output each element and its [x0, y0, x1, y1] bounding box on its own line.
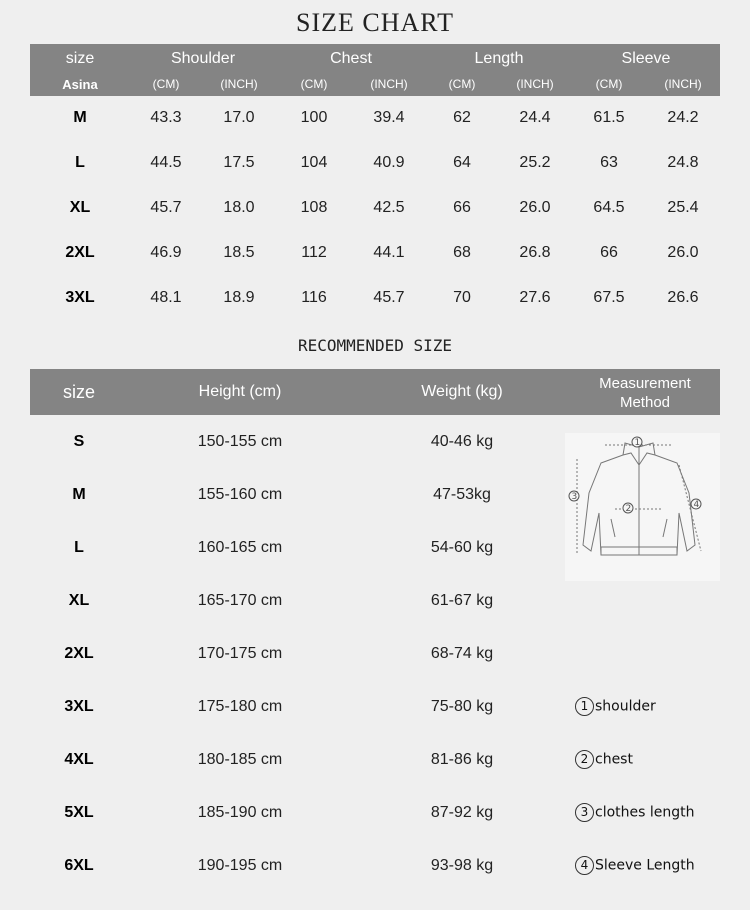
weight-range: 81-86 kg	[430, 751, 494, 768]
table-cell: 61.5	[593, 109, 625, 126]
table-cell: 46.9	[150, 244, 182, 261]
size-label: 5XL	[64, 804, 94, 821]
legend-number: 1	[575, 697, 594, 716]
header-chest: Chest	[330, 50, 372, 67]
table-row	[30, 142, 720, 187]
size-label: M	[72, 486, 86, 503]
table-cell: 67.5	[593, 289, 625, 306]
size-chart-header	[30, 44, 720, 96]
height-range: 175-180 cm	[197, 698, 283, 715]
recommended-size-title: RECOMMENDED SIZE	[297, 336, 453, 355]
legend-item-chest	[575, 750, 633, 769]
legend-label: chest	[595, 751, 633, 768]
table-cell: 26.0	[519, 199, 551, 216]
header-unit: (CM)	[300, 77, 328, 91]
header-unit: (INCH)	[516, 77, 554, 91]
weight-range: 68-74 kg	[430, 645, 494, 662]
height-range: 170-175 cm	[197, 645, 283, 662]
table-cell: 116	[301, 289, 327, 306]
table-cell: 68	[453, 244, 471, 261]
diagram-label: 2	[625, 504, 632, 514]
legend-item-sleeve-length	[575, 856, 695, 875]
legend-number: 4	[575, 856, 594, 875]
weight-range: 75-80 kg	[430, 698, 494, 715]
size-label: 3XL	[65, 289, 95, 306]
table-cell: 17.0	[223, 109, 255, 126]
table-cell: 48.1	[150, 289, 182, 306]
header-measurement-method: Measurement Method	[599, 375, 691, 411]
legend-label: clothes length	[595, 804, 695, 821]
table-cell: 18.5	[223, 244, 255, 261]
size-label: 6XL	[64, 857, 94, 874]
table-cell: 63	[600, 154, 618, 171]
table-cell: 108	[300, 199, 328, 216]
table-cell: 25.2	[519, 154, 551, 171]
size-chart-title: SIZE CHART	[296, 8, 454, 37]
table-cell: 18.0	[223, 199, 255, 216]
header-unit: (INCH)	[220, 77, 258, 91]
table-row	[30, 97, 720, 142]
table-cell: 26.8	[519, 244, 551, 261]
header-unit: (CM)	[595, 77, 623, 91]
size-label: 2XL	[64, 645, 94, 662]
table-cell: 24.2	[667, 109, 699, 126]
table-cell: 64.5	[593, 199, 625, 216]
table-cell: 27.6	[519, 289, 551, 306]
diagram-label: 4	[693, 500, 700, 510]
table-cell: 70	[453, 289, 471, 306]
diagram-label: 3	[571, 492, 578, 502]
header-length: Length	[474, 50, 524, 67]
legend-item-shoulder	[575, 697, 656, 716]
size-label: XL	[68, 592, 90, 609]
weight-range: 87-92 kg	[430, 804, 494, 821]
height-range: 150-155 cm	[197, 433, 283, 450]
size-label: 3XL	[64, 698, 94, 715]
table-cell: 26.6	[667, 289, 699, 306]
jacket-outline-icon	[565, 433, 720, 581]
recommended-header	[30, 369, 720, 415]
table-cell: 17.5	[223, 154, 255, 171]
size-label: M	[73, 109, 87, 126]
diagram-label: 1	[634, 438, 641, 448]
weight-range: 40-46 kg	[430, 433, 494, 450]
table-cell: 45.7	[150, 199, 182, 216]
table-row	[30, 627, 720, 680]
header-shoulder: Shoulder	[170, 50, 236, 67]
header-unit: (INCH)	[664, 77, 702, 91]
table-cell: 104	[300, 154, 328, 171]
table-row	[30, 232, 720, 277]
table-cell: 100	[300, 109, 328, 126]
weight-range: 61-67 kg	[430, 592, 494, 609]
table-cell: 62	[453, 109, 471, 126]
size-label: L	[74, 539, 84, 556]
size-label: L	[75, 154, 85, 171]
header-size: size	[62, 382, 95, 402]
table-cell: 66	[600, 244, 618, 261]
table-cell: 24.4	[519, 109, 551, 126]
table-cell: 24.8	[667, 154, 699, 171]
legend-label: Sleeve Length	[595, 857, 695, 874]
header-weight: Weight (kg)	[421, 383, 503, 400]
table-cell: 40.9	[373, 154, 405, 171]
table-cell: 43.3	[150, 109, 182, 126]
table-cell: 45.7	[373, 289, 405, 306]
table-cell: 64	[453, 154, 471, 171]
height-range: 190-195 cm	[197, 857, 283, 874]
legend-number: 3	[575, 803, 594, 822]
size-label: S	[73, 433, 85, 450]
weight-range: 93-98 kg	[430, 857, 494, 874]
header-unit: (INCH)	[370, 77, 408, 91]
table-cell: 66	[453, 199, 471, 216]
table-row	[30, 277, 720, 322]
header-asina: Asina	[62, 77, 98, 92]
height-range: 185-190 cm	[197, 804, 283, 821]
weight-range: 54-60 kg	[430, 539, 494, 556]
table-cell: 39.4	[373, 109, 405, 126]
size-label: XL	[69, 199, 91, 216]
header-sleeve: Sleeve	[621, 50, 671, 67]
height-range: 155-160 cm	[197, 486, 283, 503]
table-cell: 26.0	[667, 244, 699, 261]
table-cell: 112	[301, 244, 327, 261]
table-cell: 42.5	[373, 199, 405, 216]
table-row	[30, 574, 720, 627]
table-cell: 44.5	[150, 154, 182, 171]
size-label: 2XL	[65, 244, 95, 261]
header-height: Height (cm)	[198, 383, 282, 400]
header-unit: (CM)	[448, 77, 476, 91]
height-range: 160-165 cm	[197, 539, 283, 556]
table-row	[30, 187, 720, 232]
legend-item-clothes-length	[575, 803, 695, 822]
height-range: 165-170 cm	[197, 592, 283, 609]
table-cell: 25.4	[667, 199, 699, 216]
size-label: 4XL	[64, 751, 94, 768]
weight-range: 47-53kg	[433, 486, 491, 503]
table-cell: 18.9	[223, 289, 255, 306]
legend-label: shoulder	[595, 698, 656, 715]
header-unit: (CM)	[152, 77, 180, 91]
table-cell: 44.1	[373, 244, 405, 261]
header-size: size	[65, 50, 95, 67]
jacket-measurement-diagram	[565, 433, 720, 581]
height-range: 180-185 cm	[197, 751, 283, 768]
legend-number: 2	[575, 750, 594, 769]
